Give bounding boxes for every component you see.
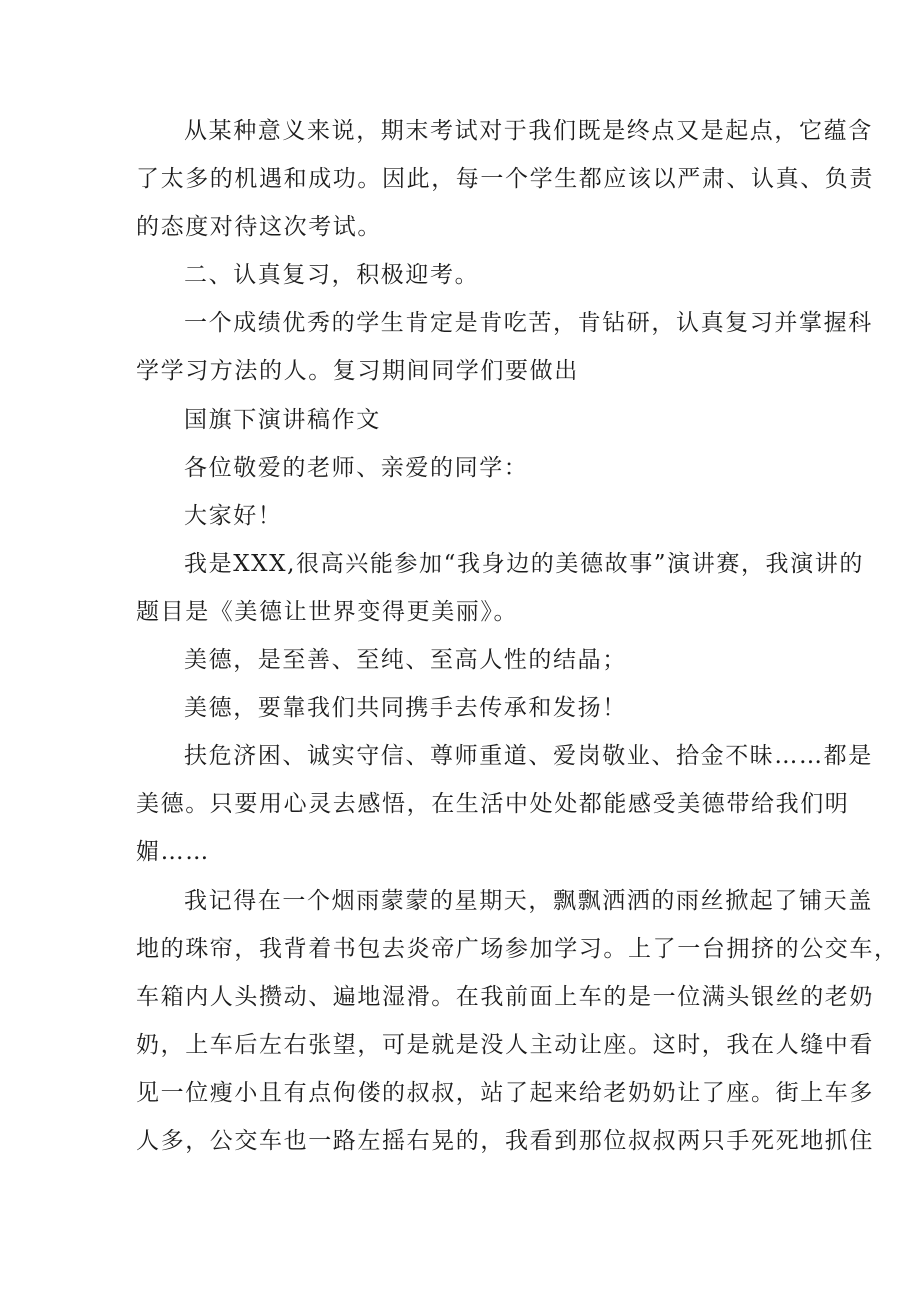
text-line: 美德。只要用心灵去感悟，在生活中处处都能感受美德带给我们明: [136, 791, 850, 818]
text-line: 二、认真复习，积极迎考。: [184, 262, 480, 289]
text-line: 了太多的机遇和成功。因此，每一个学生都应该以严肃、认真、负责: [136, 166, 874, 193]
text-line: 从某种意义来说，期末考试对于我们既是终点又是起点，它蕴含: [184, 118, 873, 144]
text-line: 国旗下演讲稿作文: [184, 406, 381, 433]
text-line: 各位敬爱的老师、亲爱的同学：: [184, 454, 529, 481]
text-line: 我是XXX,很高兴能参加“我身边的美德故事”演讲赛，我演讲的: [184, 550, 864, 577]
text-line: 大家好！: [184, 502, 283, 529]
text-line: 奶，上车后左右张望，可是就是没人主动让座。这时，我在人缝中看: [136, 1031, 874, 1058]
text-line: 见一位瘦小且有点佝偻的叔叔，站了起来给老奶奶让了座。街上车多: [136, 1079, 874, 1106]
text-line: 美德，要靠我们共同携手去传承和发扬！: [184, 695, 627, 722]
text-line: 的态度对待这次考试。: [136, 214, 382, 241]
text-line: 我记得在一个烟雨蒙蒙的星期天，飘飘洒洒的雨丝掀起了铺天盖: [184, 887, 873, 914]
text-line: 学学习方法的人。复习期间同学们要做出: [136, 358, 579, 385]
text-line: 美德，是至善、至纯、至高人性的结晶；: [184, 647, 627, 674]
text-line: 人多，公交车也一路左摇右晃的，我看到那位叔叔两只手死死地抓住: [136, 1127, 874, 1154]
text-line: 地的珠帘，我背着书包去炎帝广场参加学习。上了一台拥挤的公交车，: [136, 935, 899, 962]
text-line: 扶危济困、诚实守信、尊师重道、爱岗敬业、拾金不昧……都是: [184, 743, 873, 770]
text-line: 车箱内人头攒动、遍地湿滑。在我前面上车的是一位满头银丝的老奶: [136, 983, 874, 1010]
text-line: 一个成绩优秀的学生肯定是肯吃苦，肯钻研，认真复习并掌握科: [184, 310, 873, 337]
text-line: 媚……: [136, 839, 210, 866]
text-line: 题目是《美德让世界变得更美丽》。: [136, 598, 519, 625]
document-body: [136, 107, 899, 1165]
